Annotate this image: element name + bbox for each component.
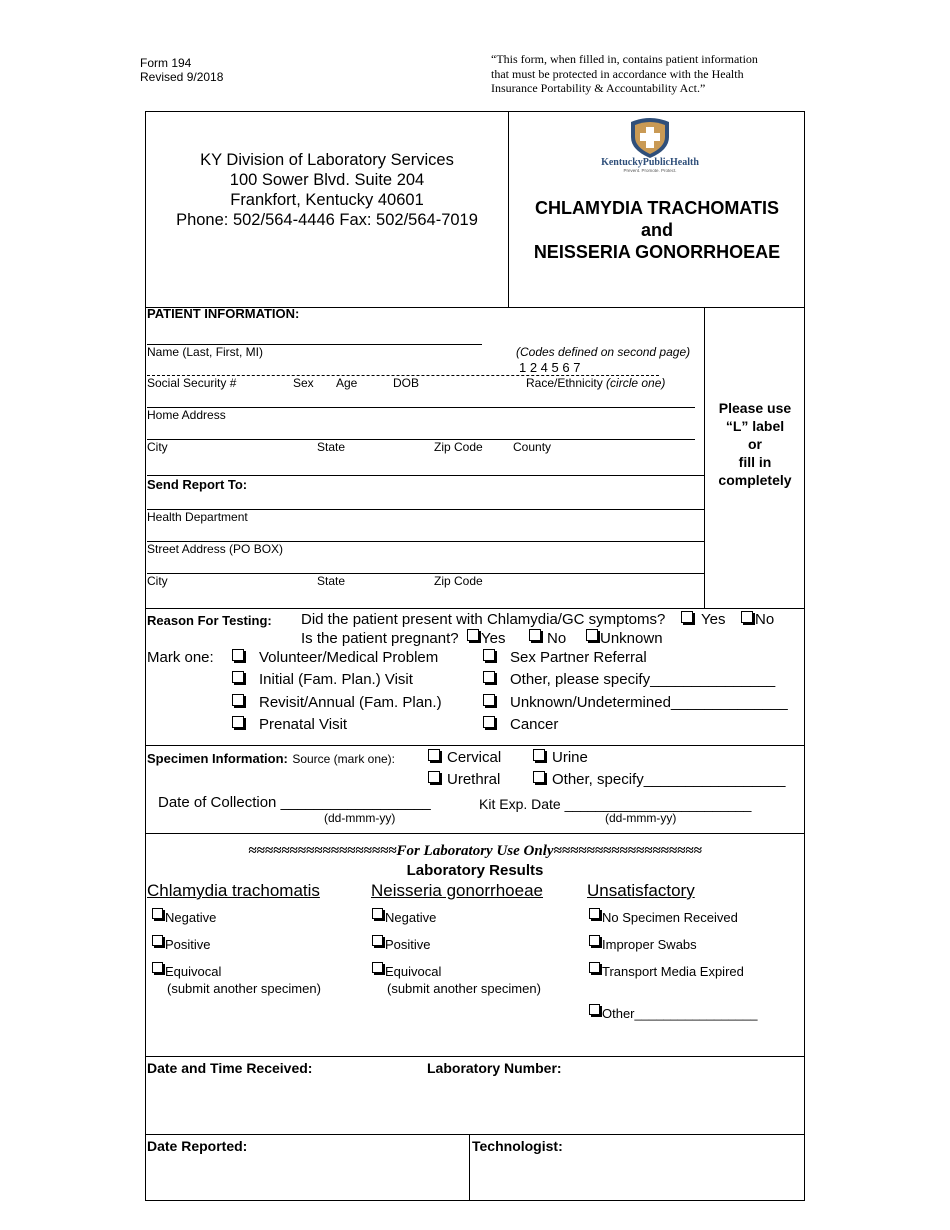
- reason-volunteer-label: Volunteer/Medical Problem: [259, 649, 439, 666]
- pregnant-no-label: No: [547, 630, 567, 647]
- divider: [145, 745, 805, 746]
- symptoms-question: Did the patient present with Chlamydia/GC symptoms?: [301, 611, 666, 628]
- reason-revisit-checkbox[interactable]: [232, 694, 244, 706]
- race-label-text: Race/Ethnicity: [526, 376, 603, 390]
- reason-volunteer-checkbox[interactable]: [232, 649, 244, 661]
- specimen-cervical-label: Cervical: [447, 749, 502, 766]
- specimen-other-checkbox[interactable]: [533, 771, 545, 783]
- lab-use-banner: ≈≈≈≈≈≈≈≈≈≈≈≈≈≈≈≈≈≈For Laboratory Use Only≈≈≈≈≈≈≈≈≈≈≈≈≈≈≈≈≈≈: [248, 843, 702, 859]
- unsatisfactory-other-label: Other_________________: [602, 1006, 758, 1021]
- form-frame: [145, 111, 805, 1201]
- street-label: Street Address (PO BOX): [147, 542, 284, 556]
- label-instruction-line-3: or: [748, 436, 762, 452]
- race-hint: (circle one): [606, 376, 666, 390]
- age-label: Age: [336, 376, 358, 390]
- city-label: City: [147, 440, 168, 454]
- no-specimen-label: No Specimen Received: [602, 910, 738, 925]
- hipaa-notice: [491, 52, 758, 96]
- chlamydia-equivocal-checkbox[interactable]: [152, 962, 163, 973]
- specimen-urine-checkbox[interactable]: [533, 749, 545, 761]
- report-zip-label: Zip Code: [434, 574, 483, 588]
- reason-section-label: Reason For Testing:: [147, 613, 272, 628]
- gonorrhoeae-positive-checkbox[interactable]: [372, 935, 383, 946]
- symptoms-no-checkbox[interactable]: [741, 611, 753, 623]
- form-title-line-3: NEISSERIA GONORRHOEAE: [533, 242, 781, 262]
- kit-exp-date-field[interactable]: Kit Exp. Date ________________________: [479, 796, 752, 812]
- chlamydia-submit-note: (submit another specimen): [167, 981, 321, 996]
- specimen-urethral-checkbox[interactable]: [428, 771, 440, 783]
- gonorrhoeae-positive-label: Positive: [385, 937, 431, 952]
- improper-swabs-checkbox[interactable]: [589, 935, 600, 946]
- reason-cancer-label: Cancer: [510, 716, 559, 733]
- label-instruction-line-5: completely: [718, 472, 792, 488]
- home-address-line: [147, 407, 695, 408]
- hipaa-line-3: Insurance Portability & Accountability Act.”: [491, 81, 706, 95]
- no-specimen-checkbox[interactable]: [589, 908, 600, 919]
- technologist-label: Technologist:: [472, 1138, 563, 1154]
- logo-tagline: Prevent. Promote. Protect.: [623, 168, 677, 173]
- divider: [145, 833, 805, 834]
- logo-wordmark: KentuckyPublicHealth: [601, 157, 699, 168]
- shield-cross-icon: [628, 117, 672, 159]
- reason-other-label: Other, please specify_______________: [510, 671, 776, 688]
- name-label: Name (Last, First, MI): [147, 345, 264, 359]
- reason-sex-partner-label: Sex Partner Referral: [510, 649, 647, 666]
- revision-date: Revised 9/2018: [140, 70, 224, 84]
- date-reported-label: Date Reported:: [147, 1138, 248, 1154]
- report-state-label: State: [317, 574, 346, 588]
- kit-exp-date-format: (dd-mmm-yy): [605, 811, 677, 825]
- report-city-line: [147, 573, 704, 574]
- county-label: County: [513, 440, 552, 454]
- gonorrhoeae-negative-checkbox[interactable]: [372, 908, 383, 919]
- lab-address-block: [146, 150, 508, 230]
- state-label: State: [317, 440, 346, 454]
- divider: [145, 1056, 805, 1057]
- form-number: Form 194: [140, 56, 192, 70]
- specimen-section: [147, 750, 395, 768]
- gonorrhoeae-header: Neisseria gonorrhoeae: [371, 881, 543, 900]
- lab-city-state: Frankfort, Kentucky 40601: [230, 191, 424, 209]
- unsatisfactory-header: Unsatisfactory: [587, 881, 695, 900]
- divider: [145, 608, 805, 609]
- report-city-label: City: [147, 574, 168, 588]
- chlamydia-header: Chlamydia trachomatis: [147, 881, 320, 900]
- symptoms-yes-checkbox[interactable]: [681, 611, 693, 623]
- unsatisfactory-other-checkbox[interactable]: [589, 1004, 600, 1015]
- specimen-section-label: Specimen Information:: [147, 751, 288, 766]
- gonorrhoeae-equivocal-checkbox[interactable]: [372, 962, 383, 973]
- reason-unknown-checkbox[interactable]: [483, 694, 495, 706]
- reason-revisit-label: Revisit/Annual (Fam. Plan.): [259, 694, 442, 711]
- chlamydia-positive-label: Positive: [165, 937, 211, 952]
- pregnant-unknown-checkbox[interactable]: [586, 629, 598, 641]
- hipaa-line-1: “This form, when filled in, contains patient information: [491, 52, 758, 66]
- reason-unknown-label: Unknown/Undetermined______________: [510, 694, 788, 711]
- chlamydia-equivocal-label: Equivocal: [165, 964, 222, 979]
- lab-results-title: Laboratory Results: [406, 862, 544, 879]
- dob-label: DOB: [393, 376, 420, 390]
- zip-label: Zip Code: [434, 440, 483, 454]
- label-instruction-line-2: “L” label: [725, 418, 785, 434]
- transport-expired-checkbox[interactable]: [589, 962, 600, 973]
- gonorrhoeae-equivocal-label: Equivocal: [385, 964, 442, 979]
- divider: [147, 475, 704, 476]
- reason-other-checkbox[interactable]: [483, 671, 495, 683]
- pregnant-question: Is the patient pregnant?: [301, 630, 459, 647]
- label-instruction-line-4: fill in: [738, 454, 772, 470]
- symptoms-no-label: No: [755, 611, 775, 628]
- date-time-received-label: Date and Time Received:: [147, 1060, 313, 1076]
- chlamydia-negative-label: Negative: [165, 910, 217, 925]
- hipaa-line-2: that must be protected in accordance with the Health: [491, 66, 744, 81]
- sex-label: Sex: [293, 376, 314, 390]
- race-codes[interactable]: 1 2 4 5 6 7: [519, 360, 581, 375]
- improper-swabs-label: Improper Swabs: [602, 937, 697, 952]
- lab-name: KY Division of Laboratory Services: [200, 151, 454, 169]
- ssn-label: Social Security #: [147, 376, 237, 390]
- chlamydia-positive-checkbox[interactable]: [152, 935, 163, 946]
- reason-initial-visit-label: Initial (Fam. Plan.) Visit: [259, 671, 413, 688]
- form-title: [509, 197, 805, 263]
- reason-initial-visit-checkbox[interactable]: [232, 671, 244, 683]
- divider: [469, 1134, 470, 1201]
- chlamydia-negative-checkbox[interactable]: [152, 908, 163, 919]
- reason-sex-partner-checkbox[interactable]: [483, 649, 495, 661]
- specimen-urine-label: Urine: [552, 749, 588, 766]
- reason-cancer-checkbox[interactable]: [483, 716, 495, 728]
- symptoms-yes-label: Yes: [701, 611, 726, 628]
- pregnant-yes-checkbox[interactable]: [467, 629, 479, 641]
- label-instruction-line-1: Please use: [718, 400, 792, 416]
- patient-section-label: PATIENT INFORMATION:: [147, 306, 300, 321]
- lab-street: 100 Sower Blvd. Suite 204: [229, 171, 425, 189]
- laboratory-number-label: Laboratory Number:: [427, 1060, 562, 1076]
- transport-expired-label: Transport Media Expired: [602, 964, 744, 979]
- pregnant-unknown-label: Unknown: [600, 630, 663, 647]
- race-label: [526, 376, 665, 390]
- form-title-line-2: and: [640, 220, 673, 240]
- home-address-label: Home Address: [147, 408, 226, 422]
- reason-prenatal-checkbox[interactable]: [232, 716, 244, 728]
- divider: [145, 1134, 805, 1135]
- specimen-source-label: Source (mark one):: [292, 752, 396, 766]
- lab-phone-fax: Phone: 502/564-4446 Fax: 502/564-7019: [176, 211, 478, 229]
- send-report-label: Send Report To:: [147, 477, 248, 492]
- codes-note: (Codes defined on second page): [516, 345, 691, 359]
- mark-one-label: Mark one:: [147, 649, 214, 666]
- specimen-cervical-checkbox[interactable]: [428, 749, 440, 761]
- health-dept-label: Health Department: [147, 510, 248, 524]
- form-title-line-1: CHLAMYDIA TRACHOMATIS: [535, 198, 779, 218]
- kentucky-public-health-logo: [628, 117, 672, 159]
- gonorrhoeae-submit-note: (submit another specimen): [387, 981, 541, 996]
- gonorrhoeae-negative-label: Negative: [385, 910, 437, 925]
- reason-prenatal-label: Prenatal Visit: [259, 716, 348, 733]
- specimen-urethral-label: Urethral: [447, 771, 501, 788]
- specimen-other-label: Other, specify_________________: [552, 771, 786, 788]
- pregnant-yes-label: Yes: [481, 630, 506, 647]
- collection-date-format: (dd-mmm-yy): [324, 811, 396, 825]
- pregnant-no-checkbox[interactable]: [529, 629, 541, 641]
- label-instruction: [705, 399, 805, 489]
- city-line: [147, 439, 695, 440]
- collection-date-field[interactable]: Date of Collection __________________: [158, 794, 431, 811]
